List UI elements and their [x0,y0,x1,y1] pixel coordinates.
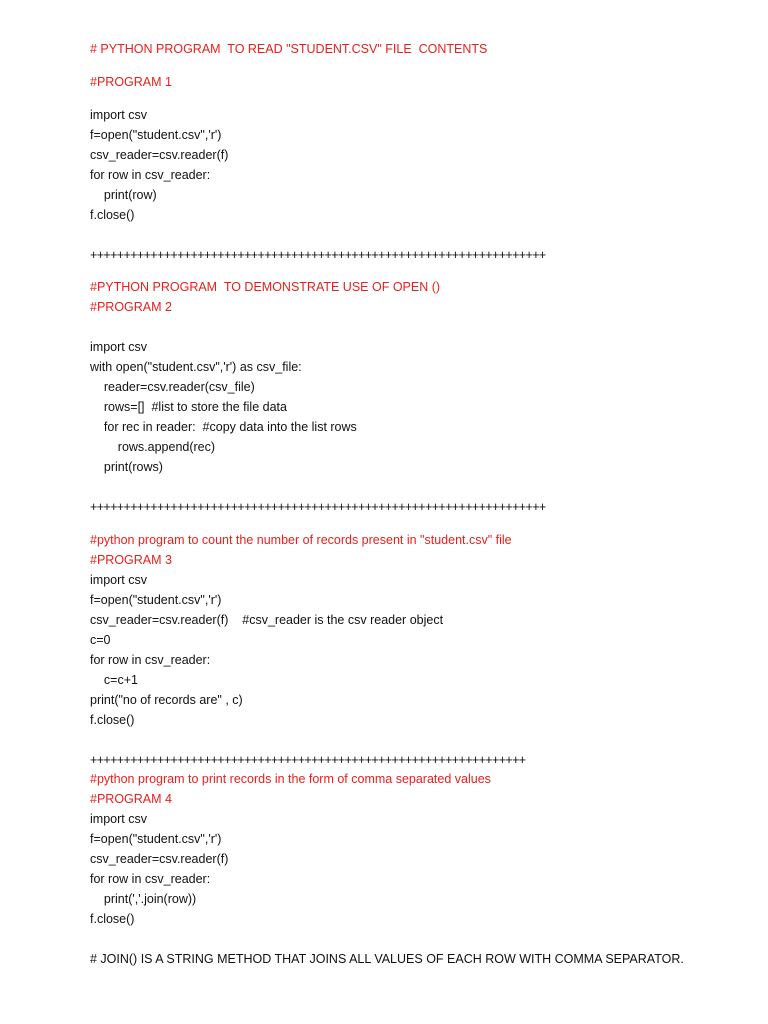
separator: ++++++++++++++++++++++++++++++++++++++++++++++++++++++++++++++++++++ [90,248,546,262]
code-line: f=open("student.csv",'r') [90,128,222,142]
code-line: import csv [90,340,147,354]
code-line: for row in csv_reader: [90,168,211,182]
code-line: with open("student.csv",'r') as csv_file: [90,360,302,374]
code-line: f=open("student.csv",'r') [90,832,222,846]
footnote: # JOIN() IS A STRING METHOD THAT JOINS ALL VALUES OF EACH ROW WITH COMMA SEPARATOR. [90,952,684,966]
code-line: csv_reader=csv.reader(f) #csv_reader is the csv reader object [90,613,444,627]
program4-label: #PROGRAM 4 [90,792,172,806]
program3-title: #python program to count the number of records present in "student.csv" file [90,533,512,547]
code-line: print(','.join(row)) [90,892,197,906]
code-line: f=open("student.csv",'r') [90,593,222,607]
program3-label: #PROGRAM 3 [90,553,172,567]
code-line: for row in csv_reader: [90,872,211,886]
separator: +++++++++++++++++++++++++++++++++++++++++++++++++++++++++++++++++ [90,753,526,767]
program2-label: #PROGRAM 2 [90,300,172,314]
code-line: for rec in reader: #copy data into the list rows [90,420,357,434]
program1-title: # PYTHON PROGRAM TO READ "STUDENT.CSV" FILE CONTENTS [90,42,488,56]
code-line: f.close() [90,208,135,222]
code-line: print(rows) [90,460,163,474]
program1-label: #PROGRAM 1 [90,75,172,89]
code-line: f.close() [90,713,135,727]
code-line: rows=[] #list to store the file data [90,400,287,414]
program4-title: #python program to print records in the form of comma separated values [90,772,491,786]
code-line: import csv [90,573,147,587]
code-line: csv_reader=csv.reader(f) [90,148,229,162]
code-line: import csv [90,108,147,122]
code-line: for row in csv_reader: [90,653,211,667]
code-line: rows.append(rec) [90,440,216,454]
code-line: csv_reader=csv.reader(f) [90,852,229,866]
code-line: c=0 [90,633,111,647]
code-line: import csv [90,812,147,826]
code-line: f.close() [90,912,135,926]
separator: ++++++++++++++++++++++++++++++++++++++++++++++++++++++++++++++++++++ [90,500,546,514]
code-line: reader=csv.reader(csv_file) [90,380,255,394]
code-line: print(row) [90,188,157,202]
code-line: print("no of records are" , c) [90,693,243,707]
program2-title: #PYTHON PROGRAM TO DEMONSTRATE USE OF OPEN () [90,280,441,294]
code-line: c=c+1 [90,673,138,687]
